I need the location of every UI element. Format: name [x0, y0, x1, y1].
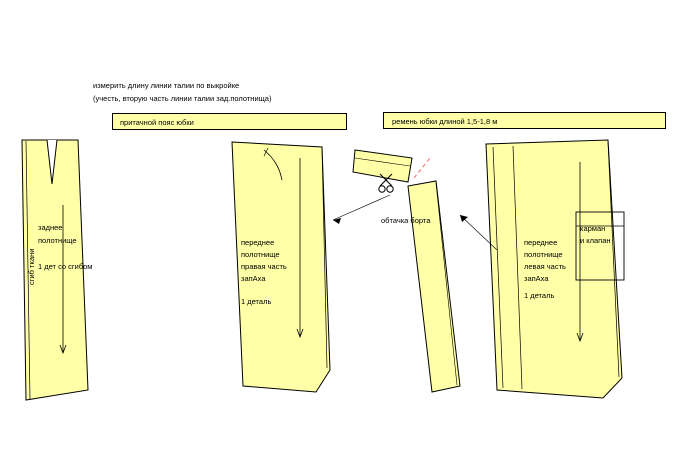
front-left-label-4: запАха: [524, 274, 549, 283]
facing-label: обтачка борта: [381, 216, 431, 225]
waistband-strip-label: притачной пояс юбки: [120, 118, 194, 127]
facing-strip-shape: [408, 181, 460, 392]
front-right-label-2: полотнище: [241, 250, 280, 259]
front-left-label-1: переднее: [524, 238, 558, 247]
measure-note-line2: (учесть, вторую часть линии талии зад.полотнища): [93, 94, 272, 103]
back-panel-label-4: 1 дет со сгибом: [38, 262, 93, 271]
fabric-fold-label: сгиб ткани: [27, 248, 36, 285]
front-right-label-3: правая часть: [241, 262, 287, 271]
front-right-label-1: переднее: [241, 238, 275, 247]
back-panel-label-2: полотнище: [38, 236, 77, 245]
front-right-label-4: запАха: [241, 274, 266, 283]
front-left-label-2: полотнище: [524, 250, 563, 259]
back-panel-label-1: заднее: [38, 223, 63, 232]
pocket-label-2: и клапан: [580, 236, 611, 245]
pocket-label-1: карман: [580, 224, 606, 233]
front-left-label-6: 1 деталь: [524, 291, 555, 300]
measure-note-line1: измерить длину линии талии по выкройке: [93, 81, 240, 90]
front-right-label-6: 1 деталь: [241, 297, 272, 306]
belt-strip-label: ремень юбки длиной 1,5-1,8 м: [392, 117, 498, 126]
front-left-label-3: левая часть: [524, 262, 566, 271]
